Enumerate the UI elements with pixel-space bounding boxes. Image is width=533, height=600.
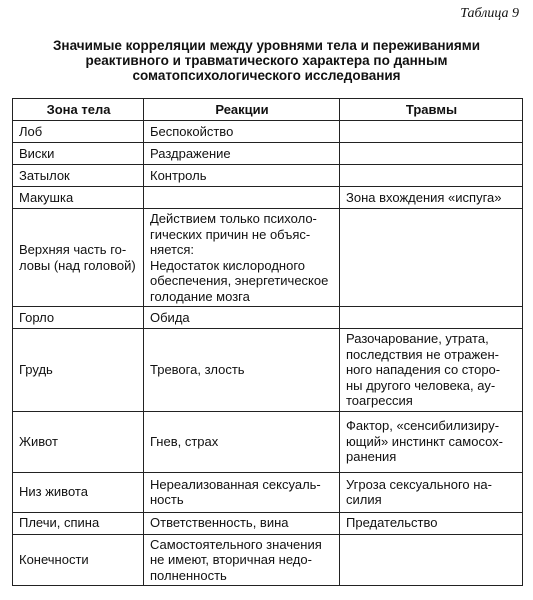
reactions-cell: Ответственность, вина — [144, 512, 340, 534]
traumas-cell — [340, 209, 523, 307]
correlation-table — [12, 98, 523, 586]
zone-cell: Затылок — [13, 165, 144, 187]
table-header-row — [13, 99, 523, 121]
zone-cell: Грудь — [13, 329, 144, 412]
reactions-cell: Тревога, злость — [144, 329, 340, 412]
reactions-cell — [144, 187, 340, 209]
zone-cell: Верхняя часть го- ловы (над головой) — [13, 209, 144, 307]
table-title — [0, 38, 533, 83]
table-body — [13, 121, 523, 586]
zone-cell: Горло — [13, 307, 144, 329]
table-row — [13, 187, 523, 209]
table-row — [13, 143, 523, 165]
zone-cell: Конечности — [13, 534, 144, 586]
reactions-cell: Действием только психоло- гических причин не объяс- няется: Недостаток кислородного обеспечения, энергетическое голодание мозга — [144, 209, 340, 307]
title-line: реактивного и травматического характера по данным — [85, 53, 448, 68]
traumas-cell — [340, 121, 523, 143]
table-row — [13, 329, 523, 412]
reactions-cell: Контроль — [144, 165, 340, 187]
zone-cell: Лоб — [13, 121, 144, 143]
reactions-cell: Нереализованная сексуаль- ность — [144, 472, 340, 512]
traumas-cell — [340, 307, 523, 329]
table-number: Таблица 9 — [460, 6, 519, 21]
title-line: соматопсихологического исследования — [132, 68, 401, 83]
traumas-cell — [340, 143, 523, 165]
table-row — [13, 165, 523, 187]
header-zone: Зона тела — [13, 99, 144, 121]
traumas-cell: Разочарование, утрата, последствия не отражен- ного нападения со сторо- ны другого человека, ау- тоагрессия — [340, 329, 523, 412]
zone-cell: Живот — [13, 411, 144, 472]
traumas-cell: Зона вхождения «испуга» — [340, 187, 523, 209]
traumas-cell — [340, 165, 523, 187]
zone-cell: Макушка — [13, 187, 144, 209]
zone-cell: Виски — [13, 143, 144, 165]
table-row — [13, 209, 523, 307]
traumas-cell: Угроза сексуального на- силия — [340, 472, 523, 512]
reactions-cell: Обида — [144, 307, 340, 329]
table-row — [13, 411, 523, 472]
reactions-cell: Самостоятельного значения не имеют, вторичная недо- полненность — [144, 534, 340, 586]
reactions-cell: Раздражение — [144, 143, 340, 165]
header-traumas: Травмы — [340, 99, 523, 121]
traumas-cell: Предательство — [340, 512, 523, 534]
traumas-cell — [340, 534, 523, 586]
table-row — [13, 512, 523, 534]
reactions-cell: Гнев, страх — [144, 411, 340, 472]
table-row — [13, 121, 523, 143]
title-line: Значимые корреляции между уровнями тела и переживаниями — [52, 38, 481, 53]
zone-cell: Плечи, спина — [13, 512, 144, 534]
zone-cell: Низ живота — [13, 472, 144, 512]
table-row — [13, 472, 523, 512]
header-reactions: Реакции — [144, 99, 340, 121]
traumas-cell: Фактор, «сенсибилизиру- ющий» инстинкт самосох- ранения — [340, 411, 523, 472]
table-row — [13, 534, 523, 586]
reactions-cell: Беспокойство — [144, 121, 340, 143]
table-row — [13, 307, 523, 329]
